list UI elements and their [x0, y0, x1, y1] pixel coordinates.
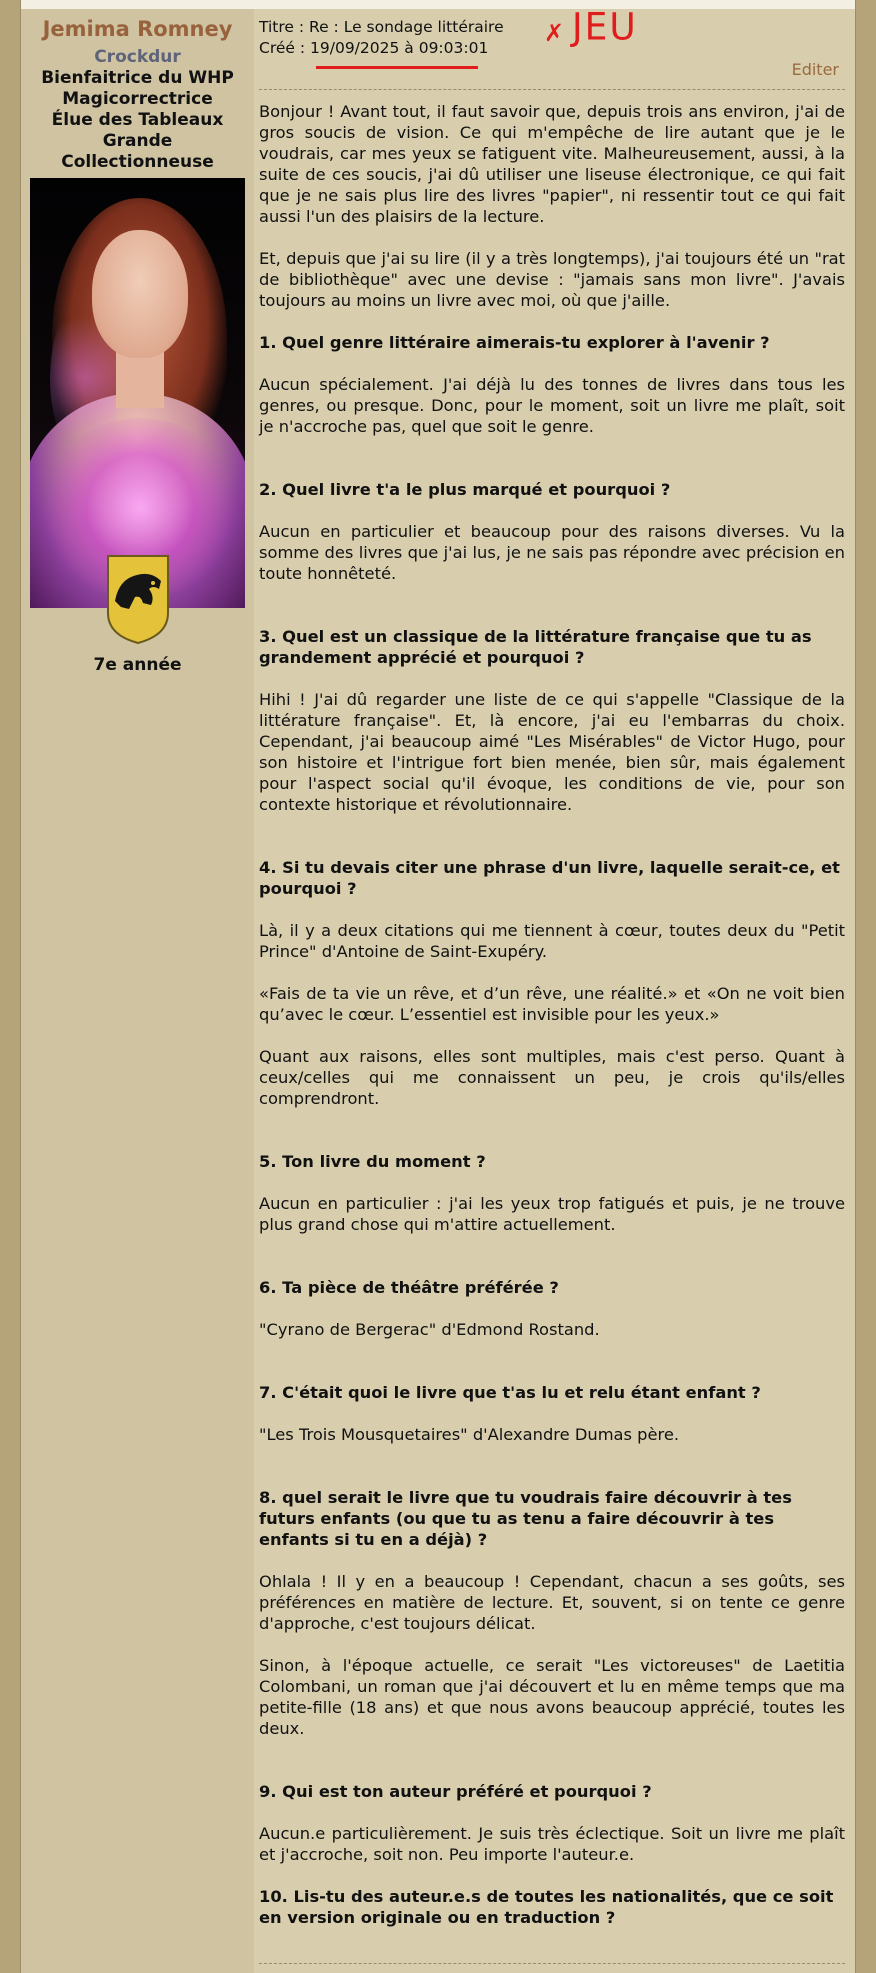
question-heading: 8. quel serait le livre que tu voudrais faire découvrir à tes futurs enfants (ou que tu as tenu a faire découvrir à tes enfants si tu en a déjà) ?	[259, 1488, 792, 1549]
question-heading: 10. Lis-tu des auteur.e.s de toutes les nationalités, que ce soit en version originale ou en traduction ?	[259, 1887, 834, 1927]
author-title: Élue des Tableaux	[51, 110, 224, 130]
annotation-text: JEU	[572, 5, 638, 50]
cross-mark-icon: ✗	[544, 19, 565, 47]
created-label: Créé :	[259, 39, 311, 57]
question-heading: 4. Si tu devais citer une phrase d'un livre, laquelle serait-ce, et pourquoi ?	[259, 858, 840, 898]
footer-divider	[259, 1963, 845, 1964]
paragraph: Et, depuis que j'ai su lire (il y a très longtemps), j'ai toujours été un "rat de bibliothèque" avec une devise : "jamais sans mon livre". J'avais toujours au moins un livre avec moi, où que j'aille.	[259, 249, 845, 310]
top-strip	[21, 0, 855, 9]
question-heading: 1. Quel genre littéraire aimerais-tu explorer à l'avenir ?	[259, 333, 770, 352]
question-heading: 9. Qui est ton auteur préféré et pourquoi ?	[259, 1782, 652, 1801]
question-heading: 3. Quel est un classique de la littérature française que tu as grandement apprécié et pourquoi ?	[259, 627, 812, 667]
question-heading: 5. Ton livre du moment ?	[259, 1152, 486, 1171]
badger-shield-icon	[105, 553, 171, 645]
author-year: 7e année	[93, 655, 182, 675]
avatar	[30, 178, 245, 608]
paragraph: Aucun spécialement. J'ai déjà lu des tonnes de livres dans tous les genres, ou presque. Donc, pour le moment, soit un livre me plaît, soit je n'accroche pas, quel que soit le genre.	[259, 375, 845, 436]
created-value: 19/09/2025 à 09:03:01	[310, 39, 489, 57]
post	[259, 5, 845, 1927]
post-body	[259, 101, 845, 1928]
header-divider	[259, 89, 845, 90]
author-title: Magicorrectrice	[62, 89, 213, 109]
question-heading: 7. C'était quoi le livre que t'as lu et relu étant enfant ?	[259, 1383, 761, 1402]
post-header	[259, 5, 845, 89]
author-title: Collectionneuse	[61, 152, 214, 172]
paragraph: Aucun.e particulièrement. Je suis très éclectique. Soit un livre me plaît et j'accroche, soit non. Peu importe l'auteur.e.	[259, 1824, 845, 1864]
author-title: Grande	[102, 131, 173, 151]
paragraph: "Les Trois Mousquetaires" d'Alexandre Dumas père.	[259, 1425, 680, 1444]
paragraph: Sinon, à l'époque actuelle, ce serait "Les victoreuses" de Laetitia Colombani, un roman que j'ai découvert et lu en même temps que ma petite-fille (18 ans) et que nous avons beaucoup apprécié, toutes les deux.	[259, 1656, 845, 1738]
paragraph: Là, il y a deux citations qui me tiennent à cœur, toutes deux du "Petit Prince" d'Antoine de Saint-Exupéry.	[259, 921, 845, 961]
post-created	[259, 38, 488, 58]
author-rank: Crockdur	[94, 47, 181, 67]
red-underline-annotation	[316, 66, 478, 69]
author-title: Bienfaitrice du WHP	[41, 68, 234, 88]
author-titles	[21, 68, 254, 173]
author-name[interactable]: Jemima Romney	[42, 17, 233, 41]
paragraph: Quant aux raisons, elles sont multiples, mais c'est perso. Quant à ceux/celles qui me connaissent un peu, je crois qu'ils/elles comprendront.	[259, 1047, 845, 1108]
paragraph: Bonjour ! Avant tout, il faut savoir que, depuis trois ans environ, j'ai de gros soucis de vision. Ce qui m'empêche de lire autant que je le voudrais, car mes yeux se fatiguent vite. Malheureusement, aussi, à la suite de ces soucis, j'ai dû utiliser une liseuse électronique, ce qui fait que je ne sais plus lire des livres "papier", ni ressentir tout ce qui fait aussi l'un des plaisirs de la lecture.	[259, 102, 845, 226]
paragraph: «Fais de ta vie un rêve, et d’un rêve, une réalité.» et «On ne voit bien qu’avec le cœur. L’essentiel est invisible pour les yeux.»	[259, 984, 845, 1024]
paragraph: Ohlala ! Il y en a beaucoup ! Cependant, chacun a ses goûts, ses préférences en matière de lecture. Et, souvent, si on tente ce genre d'approche, c'est toujours délicat.	[259, 1572, 845, 1633]
post-title: Titre : Re : Le sondage littéraire	[259, 18, 504, 36]
question-heading: 6. Ta pièce de théâtre préférée ?	[259, 1278, 559, 1297]
question-heading: 2. Quel livre t'a le plus marqué et pourquoi ?	[259, 480, 671, 499]
paragraph: "Cyrano de Bergerac" d'Edmond Rostand.	[259, 1320, 600, 1339]
paragraph: Aucun en particulier : j'ai les yeux trop fatigués et puis, je ne trouve plus grand chose qui m'attire actuellement.	[259, 1194, 845, 1234]
edit-link[interactable]: Editer	[791, 60, 839, 79]
author-panel	[21, 9, 254, 1973]
paragraph: Aucun en particulier et beaucoup pour des raisons diverses. Vu la somme des livres que j'ai lus, je ne sais pas répondre avec précision en toute honnêteté.	[259, 522, 845, 583]
paragraph: Hihi ! J'ai dû regarder une liste de ce qui s'appelle "Classique de la littérature française". Et, là encore, j'ai eu l'embarras du choix. Cependant, j'ai beaucoup aimé "Les Misérables" de Victor Hugo, pour son histoire et l'intrigue fort bien menée, bien sûr, mais également pour l'aspect social qu'il évoque, les conditions de vie, pour son contexte historique et révolutionnaire.	[259, 690, 845, 814]
post-frame	[20, 0, 856, 1973]
